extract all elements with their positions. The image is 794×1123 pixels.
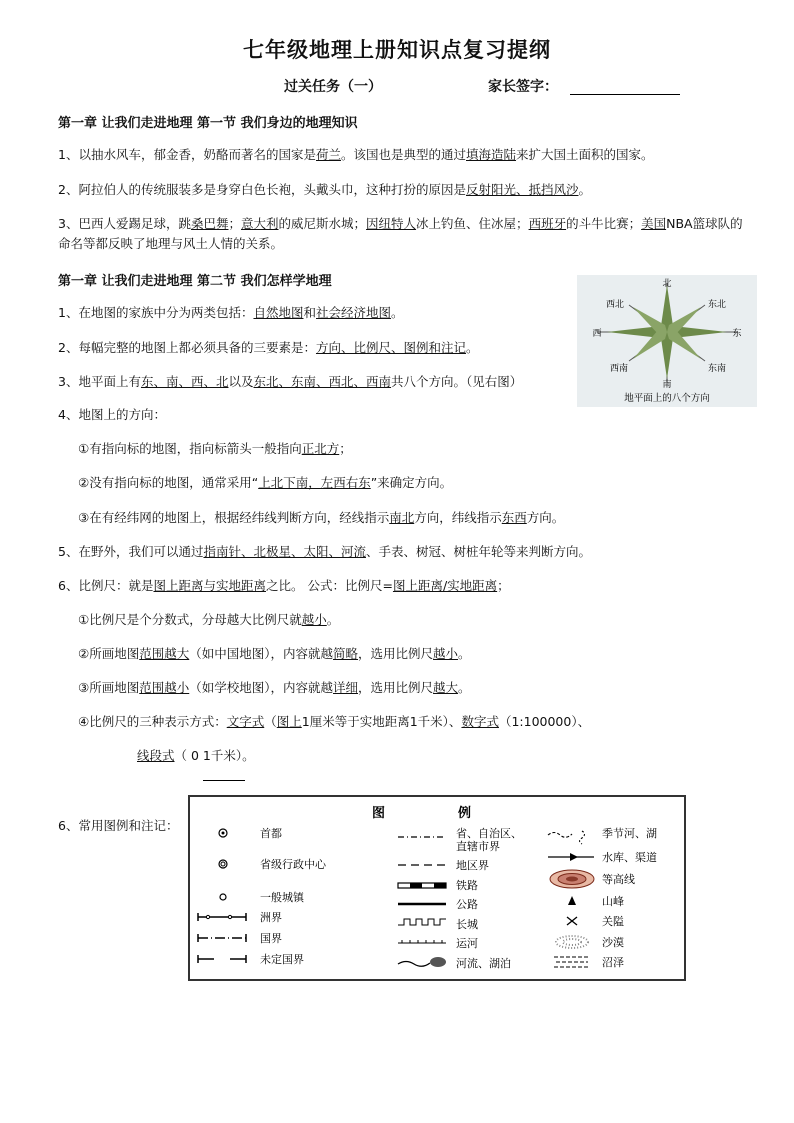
railway-icon <box>398 883 446 888</box>
canal-icon <box>398 940 446 943</box>
legend-title-a: 图 <box>372 806 386 821</box>
legend-continent-boundary: 洲界 <box>260 911 282 924</box>
legend-town: 一般城镇 <box>260 891 304 904</box>
compass-figure <box>577 275 757 407</box>
s2-item6e: 线段式（ 0 1千米）。 <box>137 748 255 763</box>
compass-ne: 东北 <box>707 300 727 310</box>
page-title: 七年级地理上册知识点复习提纲 <box>243 38 551 62</box>
compass-s: 南 <box>662 380 672 390</box>
signature-line[interactable] <box>570 94 680 95</box>
legend-title-b: 例 <box>458 806 472 821</box>
s2-item4c: ③在有经纬网的地图上，根据经纬线判断方向，经线指示南北方向，纬线指示东西方向。 <box>78 510 565 525</box>
s2-item6a: ①比例尺是个分数式，分母越大比例尺就越小。 <box>78 612 340 627</box>
compass-rose-icon <box>577 275 757 407</box>
legend-province-boundary-b: 直辖市界 <box>456 840 500 853</box>
legend-swamp: 沼泽 <box>602 956 624 969</box>
seasonal-river-icon <box>548 831 585 844</box>
legend-capital: 首都 <box>260 827 282 840</box>
legend-reservoir-canal: 水库、渠道 <box>602 851 657 864</box>
s2-item3: 3、地平面上有东、南、西、北以及东北、东南、西北、西南共八个方向。（见右图） <box>58 374 523 389</box>
legend-provincial-capital: 省级行政中心 <box>260 858 326 871</box>
s2-item7: 6、常用图例和注记： <box>58 818 179 833</box>
river-lake-icon <box>398 957 446 967</box>
task-label: 过关任务（一） <box>284 79 382 95</box>
continent-boundary-icon <box>198 913 246 921</box>
s2-item6b: ②所画地图范围越大（如中国地图），内容就越简略，选用比例尺越小。 <box>78 646 471 661</box>
pass-icon <box>567 917 577 925</box>
legend-contour: 等高线 <box>602 873 635 886</box>
legend-desert: 沙漠 <box>602 936 624 949</box>
s2-item4: 4、地图上的方向： <box>58 407 166 422</box>
s2-item6d: ④比例尺的三种表示方式：文字式（图上1厘米等于实地距离1千米）、数字式（1:100000）、 <box>78 714 591 729</box>
compass-w: 西 <box>592 329 602 339</box>
s2-item6: 6、比例尺：就是图上距离与实地距离之比。 公式：比例尺=图上距离/实地距离； <box>58 578 510 593</box>
s2-item5: 5、在野外，我们可以通过指南针、北极星、太阳、河流、手表、树冠、树桩年轮等来判断方向。 <box>58 544 591 559</box>
section1-heading: 第一章 让我们走进地理 第一节 我们身边的地理知识 <box>58 116 358 131</box>
undetermined-boundary-icon <box>198 955 246 963</box>
great-wall-icon <box>398 919 446 925</box>
compass-n: 北 <box>662 279 672 289</box>
compass-e: 东 <box>732 329 742 339</box>
legend-highway: 公路 <box>456 898 478 911</box>
provincial-capital-icon <box>219 860 227 868</box>
legend-river-lake: 河流、湖泊 <box>456 957 511 970</box>
swamp-icon <box>554 957 590 967</box>
town-icon <box>220 894 226 900</box>
legend-undetermined-boundary: 未定国界 <box>260 953 304 966</box>
s2-item4b: ②没有指向标的地图，通常采用“上北下南，左西右东”来确定方向。 <box>78 475 453 490</box>
s2-item6c: ③所画地图范围越小（如学校地图），内容就越详细，选用比例尺越大。 <box>78 680 471 695</box>
legend-seasonal-river: 季节河、湖 <box>602 827 657 840</box>
capital-icon <box>219 829 227 837</box>
s1-item2: 2、阿拉伯人的传统服装多是身穿白色长袍，头戴头巾，这种打扮的原因是反射阳光、抵挡风沙。 <box>58 182 591 197</box>
scale-bar <box>203 780 245 781</box>
legend-national-boundary: 国界 <box>260 932 282 945</box>
contour-icon <box>550 870 594 888</box>
legend-pass: 关隘 <box>602 915 624 928</box>
compass-se: 东南 <box>707 364 727 374</box>
section2-heading: 第一章 让我们走进地理 第二节 我们怎样学地理 <box>58 274 332 289</box>
legend-mountain-peak: 山峰 <box>602 895 624 908</box>
compass-caption: 地平面上的八个方向 <box>624 393 710 404</box>
desert-icon <box>556 936 588 948</box>
legend-prefecture-boundary: 地区界 <box>456 859 489 872</box>
parent-sign-label: 家长签字： <box>488 79 558 95</box>
s1-item1: 1、以抽水风车，郁金香，奶酪而著名的国家是荷兰。该国也是典型的通过填海造陆来扩大国土面积的国家。 <box>58 147 654 162</box>
compass-nw: 西北 <box>605 300 625 310</box>
legend-province-boundary-a: 省、自治区、 <box>456 827 522 840</box>
legend-railway: 铁路 <box>456 879 478 892</box>
s2-item2: 2、每幅完整的地图上都必须具备的三要素是：方向、比例尺、图例和注记。 <box>58 340 479 355</box>
s2-item1: 1、在地图的家族中分为两类包括：自然地图和社会经济地图。 <box>58 305 404 320</box>
s2-item4a: ①有指向标的地图，指向标箭头一般指向正北方； <box>78 441 352 456</box>
reservoir-canal-icon <box>548 853 594 861</box>
legend-great-wall: 长城 <box>456 918 478 931</box>
mountain-peak-icon <box>568 896 576 905</box>
s1-item3: 3、巴西人爱踢足球，跳桑巴舞；意大利的威尼斯水城；因纽特人冰上钓鱼、住冰屋；西班牙的斗牛比赛；美国NBA篮球队的命名等都反映了地理与风土人情的关系。 <box>58 216 743 251</box>
legend-canal: 运河 <box>456 937 478 950</box>
compass-sw: 西南 <box>609 364 629 374</box>
national-boundary-icon <box>198 934 246 942</box>
map-legend <box>188 795 686 981</box>
